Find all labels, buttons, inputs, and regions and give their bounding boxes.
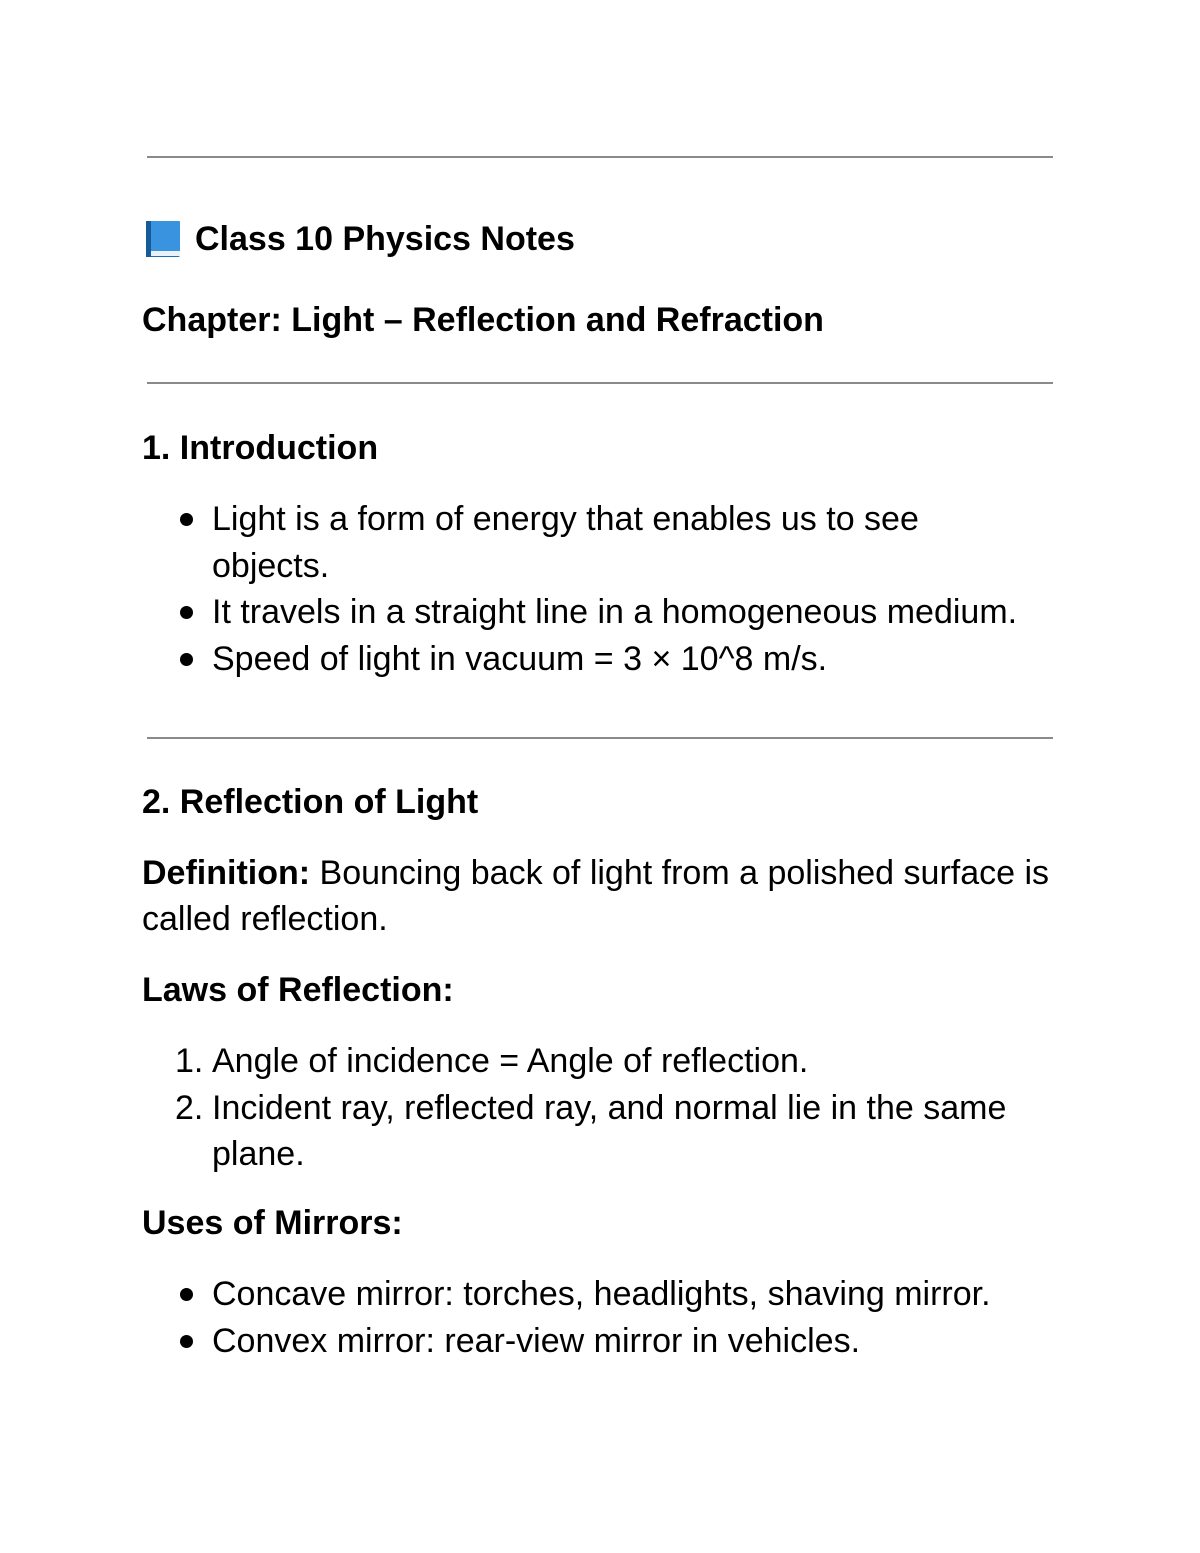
list-item-text: Speed of light in vacuum = 3 × 10^8 m/s. [212, 639, 828, 678]
bullet-icon [180, 513, 193, 526]
blue-book-icon [145, 220, 181, 258]
list-item [142, 636, 1052, 683]
introduction-list [142, 496, 1052, 682]
list-item-text: Concave mirror: torches, headlights, shaving mirror. [212, 1275, 991, 1313]
list-item-text: It travels in a straight line in a homogeneous medium. [212, 593, 1018, 631]
list-item [142, 589, 1052, 636]
divider-top [147, 156, 1053, 158]
uses-heading: Uses of Mirrors: [142, 1204, 403, 1242]
definition-label: Definition: [142, 854, 311, 892]
list-number: 2. [175, 1088, 204, 1127]
list-item [142, 496, 1052, 589]
bullet-icon [180, 606, 193, 619]
bullet-icon [180, 653, 193, 666]
list-item-text: Convex mirror: rear-view mirror in vehicles. [212, 1321, 861, 1360]
list-item-text: Angle of incidence = Angle of reflection. [212, 1042, 809, 1080]
laws-heading: Laws of Reflection: [142, 971, 454, 1009]
divider-1 [147, 382, 1053, 384]
definition-paragraph [142, 850, 1052, 942]
list-item [142, 1085, 1052, 1178]
bullet-icon [180, 1288, 193, 1301]
reflection-heading: 2. Reflection of Light [142, 783, 479, 821]
page-title [145, 216, 575, 262]
list-item-text: Incident ray, reflected ray, and normal lie in the same plane. [212, 1088, 1007, 1173]
uses-list [142, 1271, 1052, 1364]
list-item [142, 1318, 1052, 1365]
list-item-text: Light is a form of energy that enables us to see objects. [212, 500, 919, 585]
chapter-heading: Chapter: Light – Reflection and Refraction [142, 301, 824, 339]
list-number: 1. [175, 1042, 204, 1080]
definition-text: Bouncing back of light from a polished surface is called reflection. [142, 854, 1050, 938]
introduction-heading: 1. Introduction [142, 429, 379, 467]
divider-2 [147, 737, 1053, 739]
laws-list [142, 1038, 1052, 1178]
list-item [142, 1271, 1052, 1318]
bullet-icon [180, 1335, 193, 1348]
list-item [142, 1038, 1052, 1085]
title-text: Class 10 Physics Notes [195, 220, 575, 258]
